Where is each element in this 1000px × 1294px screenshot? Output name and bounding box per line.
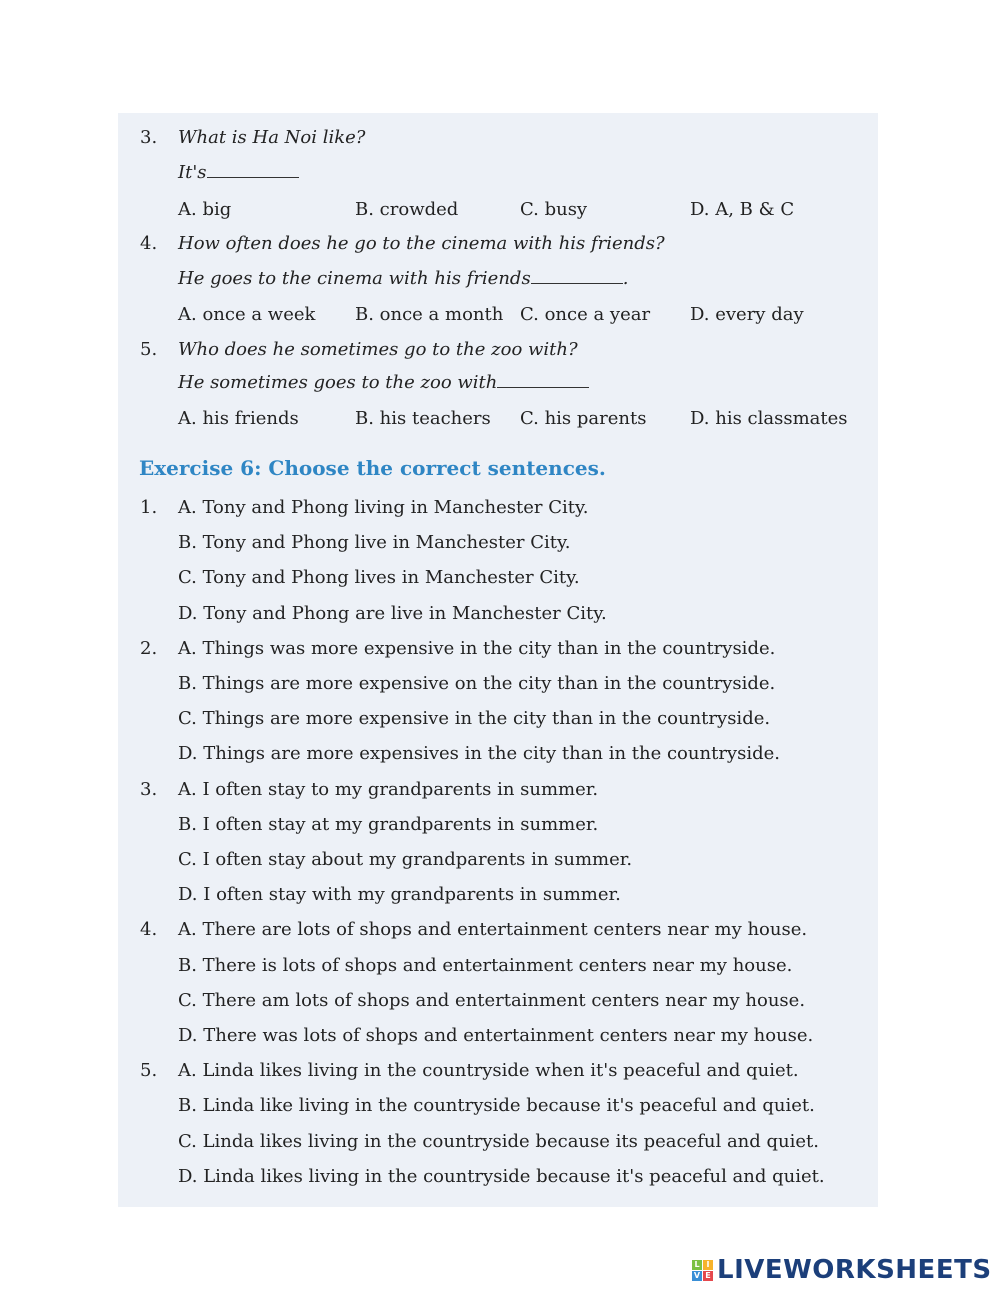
sentence-option-row [0,915,1000,945]
sentence-option-row [0,986,1000,1016]
answer-option[interactable]: B. once a month [355,304,504,325]
sentence-option-row [0,775,1000,805]
sentence-option-row [0,1091,1000,1121]
sentence-option[interactable]: C. Tony and Phong lives in Manchester City. [178,567,580,589]
sentence-option-row [0,880,1000,910]
answer-option[interactable]: D. every day [690,304,804,325]
question-number: 2. [140,637,158,659]
sentence-option[interactable]: D. Things are more expensives in the city than in the countryside. [178,743,780,765]
question-number: 5. [140,339,158,360]
sentence-option-row [0,599,1000,629]
answer-option[interactable]: C. his parents [520,408,647,429]
answer-blank[interactable] [207,159,299,178]
sentence-option[interactable]: C. I often stay about my grandparents in summer. [178,849,633,870]
sentence-option[interactable]: B. Tony and Phong live in Manchester City. [178,532,571,554]
answer-option[interactable]: A. his friends [178,408,299,429]
sentence-option-row [0,669,1000,699]
options-row [0,195,1000,225]
sentence-option[interactable]: A. Linda likes living in the countryside when it's peaceful and quiet. [178,1060,799,1082]
sentence-option-row [0,704,1000,734]
logo-text: LIVEWORKSHEETS [717,1255,992,1285]
sentence-option[interactable]: A. Tony and Phong living in Manchester City. [178,497,589,518]
options-row [0,404,1000,434]
sentence-option-row [0,1021,1000,1051]
sentence-option-row [0,845,1000,875]
answer-stem: It's [178,162,207,183]
sentence-option-row [0,810,1000,840]
answer-option[interactable]: B. crowded [355,199,459,220]
question-number: 4. [140,233,158,254]
question-number: 3. [140,778,158,800]
sentence-option[interactable]: C. Linda likes living in the countryside because its peaceful and quiet. [178,1130,819,1152]
question-text: How often does he go to the cinema with his friends? [178,233,665,254]
liveworksheets-logo [692,1255,992,1285]
sentence-option-row [0,739,1000,769]
answer-stem-row [0,368,1000,398]
sentence-option[interactable]: C. There am lots of shops and entertainment centers near my house. [178,989,806,1011]
sentence-option-row [0,951,1000,981]
logo-tile: V [693,1270,701,1280]
logo-tile: I [703,1260,713,1270]
answer-option[interactable]: A. big [178,199,232,220]
answer-stem: He goes to the cinema with his friends [178,268,531,289]
answer-option[interactable]: D. his classmates [690,408,848,429]
sentence-option-row [0,1056,1000,1086]
sentence-option[interactable]: A. There are lots of shops and entertainment centers near my house. [178,919,808,941]
question-number: 5. [140,1060,158,1082]
answer-stem-row [0,264,1000,294]
question-row [0,123,1000,153]
logo-tiles-icon [692,1260,713,1281]
question-text: Who does he sometimes go to the zoo with? [178,339,578,360]
exercise-6-heading-row [0,453,1000,483]
stem-end: . [622,268,629,289]
sentence-option-row [0,1162,1000,1192]
answer-option[interactable]: C. once a year [520,304,651,325]
question-number: 1. [140,497,158,518]
question-row [0,229,1000,259]
sentence-option[interactable]: C. Things are more expensive in the city than in the countryside. [178,708,771,730]
sentence-option[interactable]: A. I often stay to my grandparents in summer. [178,778,599,800]
sentence-option[interactable]: D. I often stay with my grandparents in summer. [178,884,621,906]
answer-option[interactable]: D. A, B & C [690,199,795,220]
logo-tile: E [703,1271,713,1281]
sentence-option-row [0,563,1000,593]
sentence-option[interactable]: D. There was lots of shops and entertainment centers near my house. [178,1025,814,1046]
question-number: 4. [140,919,158,941]
sentence-option[interactable]: B. There is lots of shops and entertainment centers near my house. [178,954,793,976]
sentence-option[interactable]: B. Linda like living in the countryside because it's peaceful and quiet. [178,1095,815,1117]
sentence-option[interactable]: B. I often stay at my grandparents in summer. [178,813,599,835]
answer-stem-row [0,158,1000,188]
exercise-6-heading: Exercise 6: Choose the correct sentences. [139,456,606,480]
sentence-option[interactable]: B. Things are more expensive on the city than in the countryside. [178,673,776,694]
sentence-option-row [0,1127,1000,1157]
sentence-option-row [0,634,1000,664]
sentence-option[interactable]: D. Linda likes living in the countryside because it's peaceful and quiet. [178,1165,825,1187]
answer-stem: He sometimes goes to the zoo with [178,372,498,393]
answer-option[interactable]: C. busy [520,199,588,220]
question-text: What is Ha Noi like? [178,127,366,148]
answer-blank[interactable] [497,369,589,388]
options-row [0,300,1000,330]
question-row [0,335,1000,365]
sentence-option[interactable]: D. Tony and Phong are live in Manchester City. [178,602,607,624]
answer-option[interactable]: B. his teachers [355,408,491,429]
logo-tile: L [692,1260,702,1270]
sentence-option[interactable]: A. Things was more expensive in the city than in the countryside. [178,637,776,659]
answer-option[interactable]: A. once a week [178,304,316,325]
sentence-option-row [0,493,1000,523]
answer-blank[interactable] [531,265,623,284]
question-number: 3. [140,127,158,148]
sentence-option-row [0,528,1000,558]
